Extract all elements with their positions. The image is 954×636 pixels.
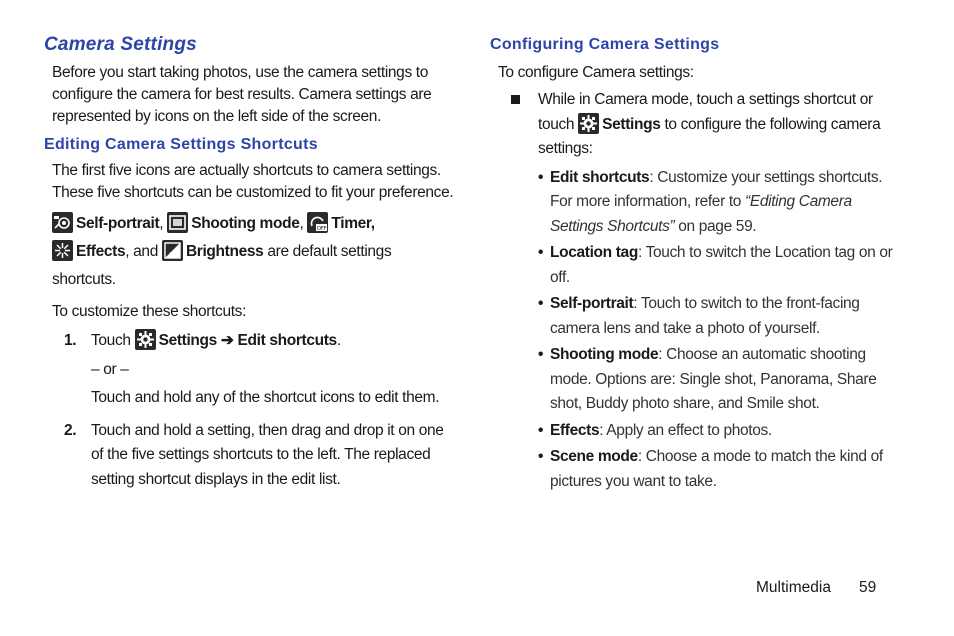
footer-section: Multimedia [756,579,831,596]
item-text: : Touch to switch to the front-facing camera lens and take a photo of yourself. [550,295,860,337]
timer-label: Timer, [331,215,375,232]
effects-icon [52,240,73,261]
intro-paragraph: Before you start taking photos, use the camera settings to configure the camera for best results. Camera settings are represented by icons on the left side of the screen. [52,64,432,125]
page-number: 59 [859,579,877,596]
svg-text:5: 5 [168,252,173,259]
left-column [44,30,454,492]
item-label: Edit shortcuts [550,168,650,186]
section-heading-editing: Editing Camera Settings Shortcuts [44,136,318,153]
list-item [490,419,900,444]
main-bullet-text1: While in Camera mode, touch a settings shortcut or touch [538,91,873,133]
svg-text:OFF: OFF [317,226,327,232]
brightness-label: Brightness [185,243,264,260]
separator: , [159,215,164,232]
item-label: Location tag [550,244,638,261]
bullet: • [538,448,544,465]
main-bullet-text2: to configure the following camera settings: [538,115,881,157]
step-1-number: 1. [64,332,77,349]
period: . [336,332,341,349]
step-1-or: – or – [91,360,129,378]
item-text: : Apply an effect to photos. [599,421,772,439]
brightness-icon [162,240,183,261]
step-1-edit-shortcuts: Edit shortcuts [237,332,337,349]
cross-reference-link[interactable]: “Editing Camera Settings Shortcuts” [550,193,852,235]
settings-gear-icon [578,113,599,134]
right-column [490,30,910,494]
list-item [490,292,900,341]
item-text: : Customize your settings shortcuts. For more information, refer to [550,168,883,210]
item-text-tail: on page 59. [674,217,757,235]
effects-label: Effects [76,243,126,260]
list-item [490,445,900,494]
bullet: • [538,168,544,186]
item-text: : Choose a mode to match the kind of pictures you want to take. [550,448,883,490]
item-label: Effects [550,421,600,439]
bullet: • [538,346,544,363]
shooting-mode-icon [167,212,188,233]
list-item [490,241,900,290]
page-title: Camera Settings [44,34,197,55]
configure-intro: To configure Camera settings: [498,64,694,81]
section-heading-configuring: Configuring Camera Settings [490,36,720,53]
settings-list [490,166,910,495]
step-1-alt: Touch and hold any of the shortcut icons to edit them. [91,389,440,406]
item-label: Scene mode [550,448,638,465]
step-2-number: 2. [64,421,77,439]
step-2 [44,419,451,493]
arrow-icon: ➔ [220,332,234,349]
list-item [490,166,900,240]
step-2-text: Touch and hold a setting, then drag and drop it on one of the five settings shortcuts to the left. The replaced setting shortcut displays in the edit list. [91,421,444,488]
customize-intro: To customize these shortcuts: [52,303,247,320]
bullet: • [538,421,544,439]
timer-off-icon [307,212,328,233]
step-1 [44,329,454,411]
self-portrait-label: Self-portrait [76,215,160,232]
default-shortcuts-line [44,210,454,294]
shooting-mode-label: Shooting mode [191,215,300,232]
list-item [490,343,900,417]
main-bullet [490,88,898,162]
step-1-touch: Touch [91,332,131,349]
item-text: : Choose an automatic shooting mode. Options are: Single shot, Panorama, Share shot, Buddy photo share, and Smile shot. [550,346,877,412]
defaults-tail: are default settings shortcuts. [52,243,392,288]
bullet: • [538,295,544,312]
main-bullet-settings: Settings [602,115,661,133]
self-portrait-icon [52,212,73,233]
item-label: Shooting mode [550,346,659,363]
item-label: Self-portrait [550,295,634,312]
separator: , and [125,243,158,260]
item-text: : Touch to switch the Location tag on or off. [550,244,893,286]
square-bullet-icon [511,95,520,104]
separator: , [299,215,304,232]
shortcuts-paragraph: The first five icons are actually shortcuts to camera settings. These five shortcuts can be customized to fit your preference. [52,162,454,201]
settings-gear-icon [135,329,156,350]
bullet: • [538,244,544,261]
step-1-settings: Settings [158,332,217,349]
